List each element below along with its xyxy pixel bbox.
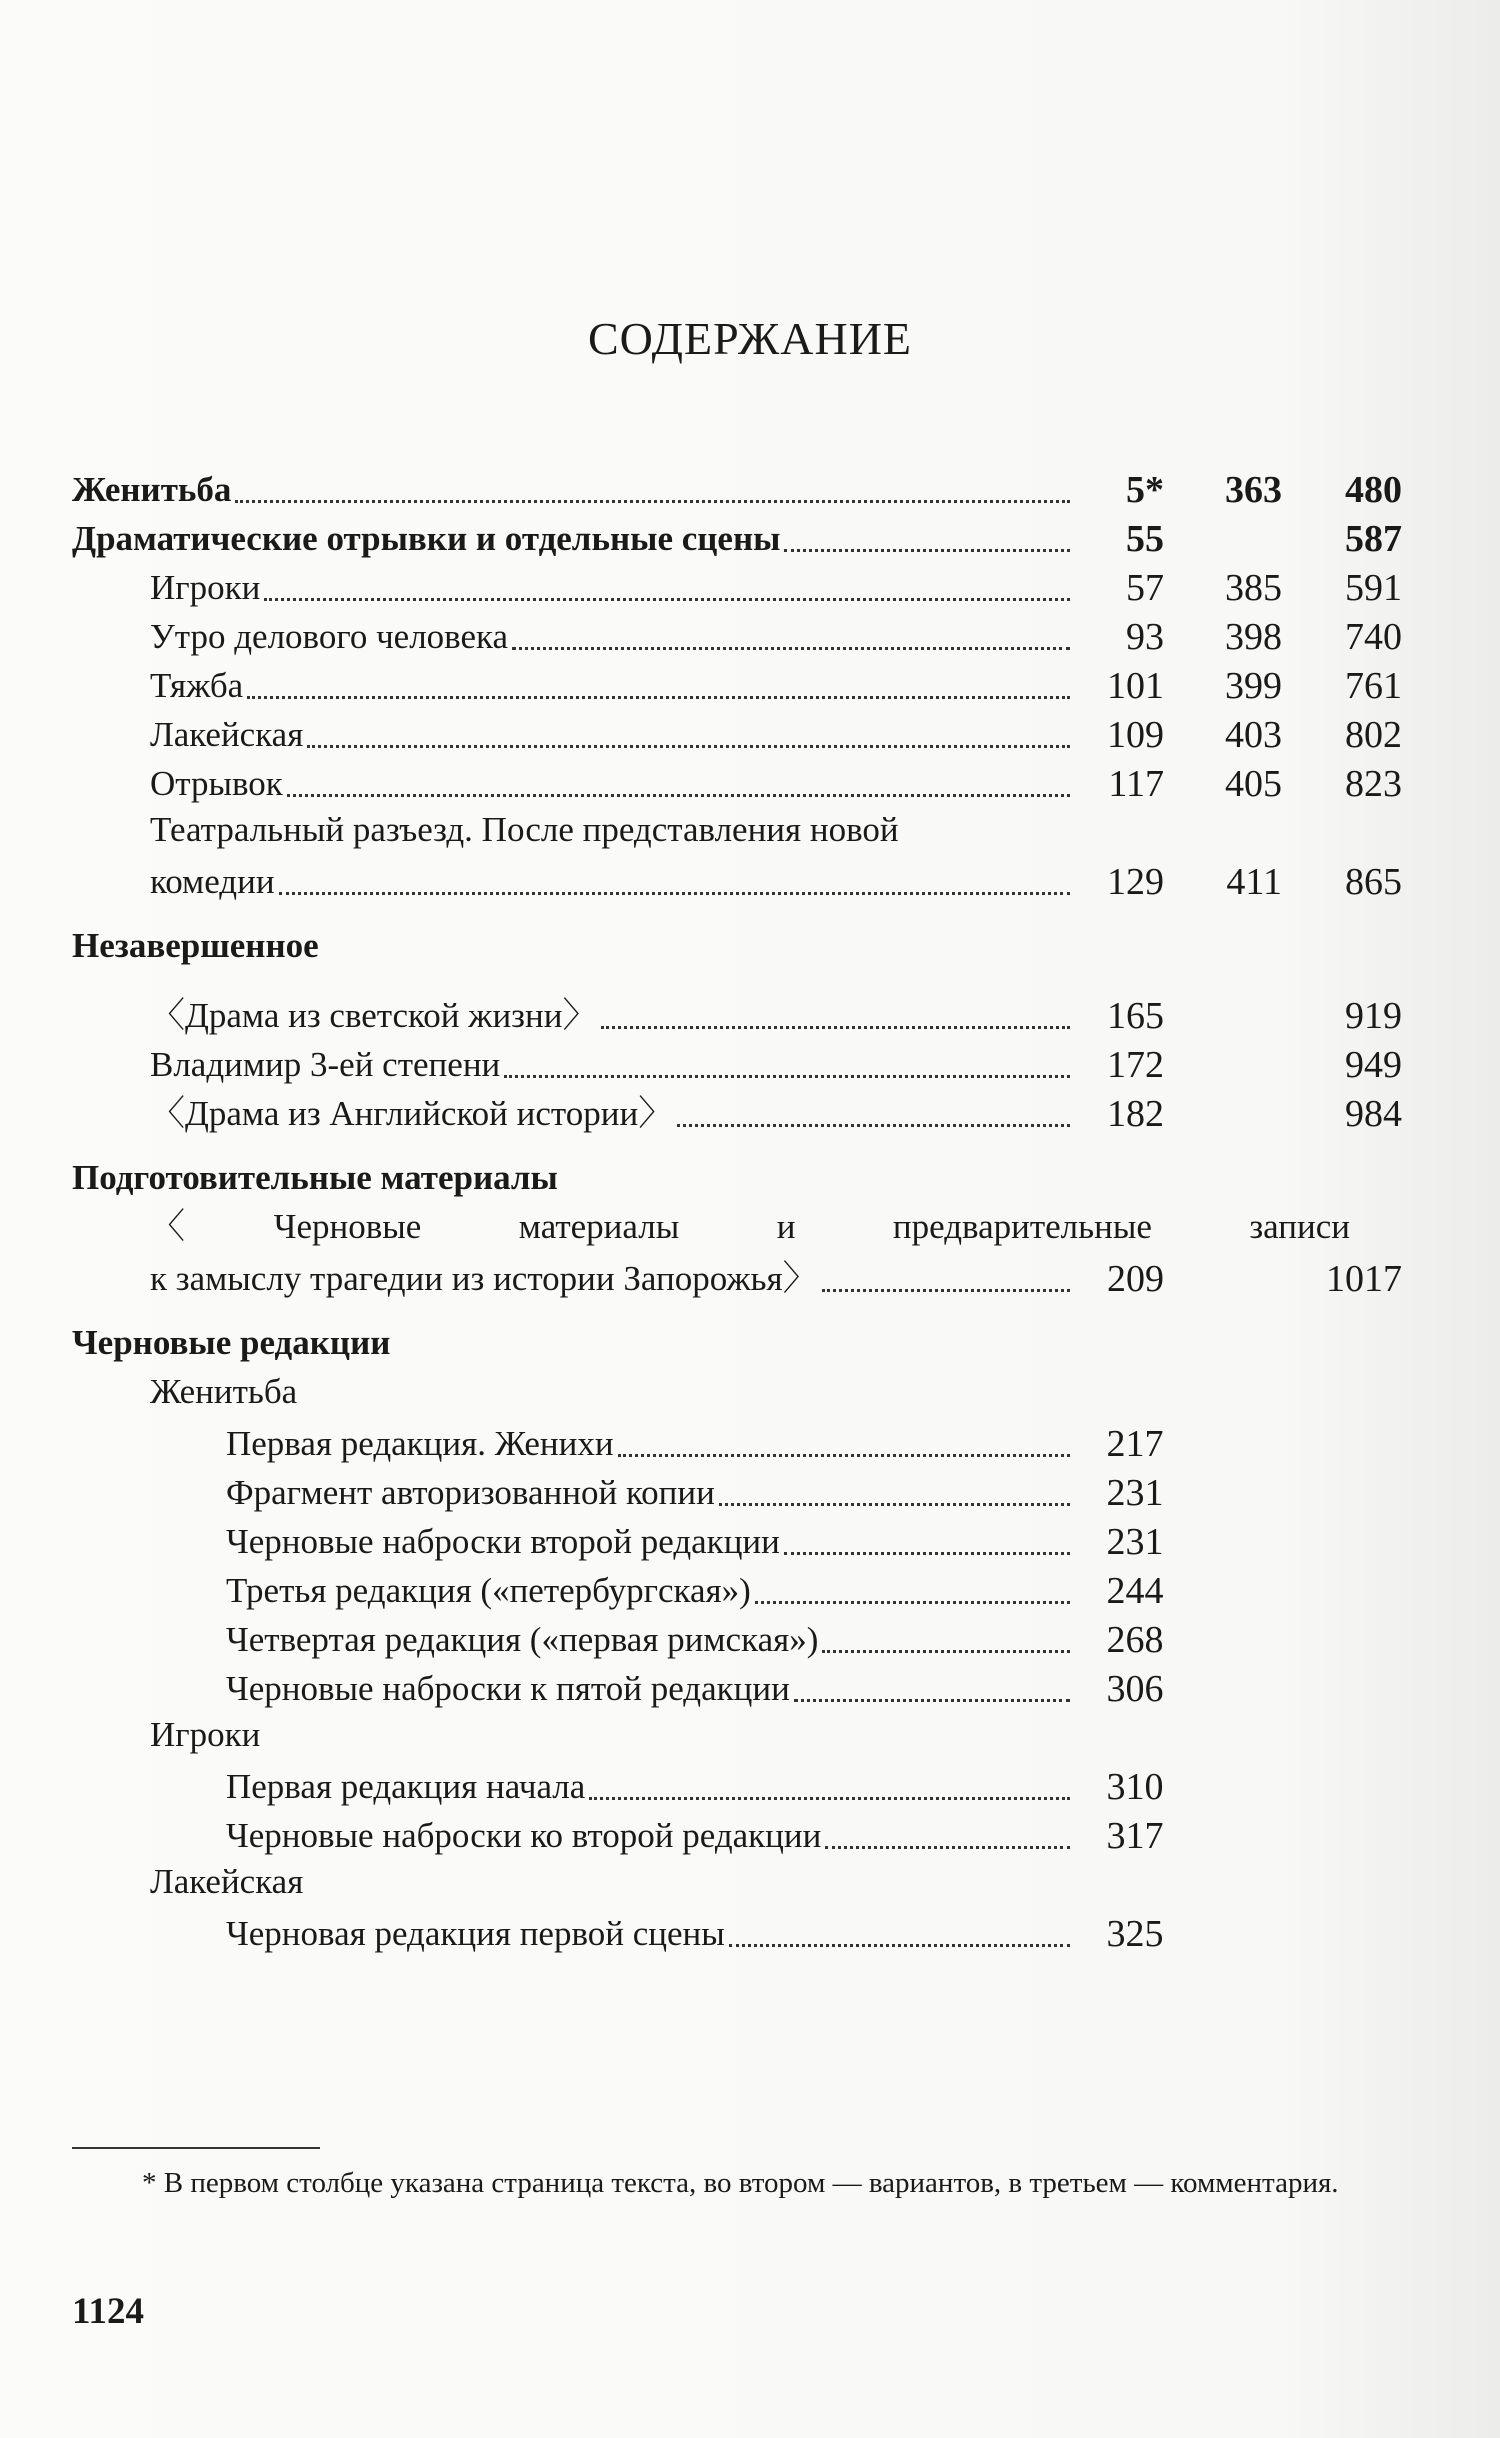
section-heading-chernovye-redakcii[interactable]: Черновые редакции bbox=[72, 1323, 391, 1362]
leader-dots bbox=[755, 1600, 1070, 1604]
subheading-lakeyskaya[interactable]: Лакейская bbox=[150, 1862, 304, 1901]
bleed-through-texture bbox=[80, 90, 88, 124]
page-numbers bbox=[1074, 616, 1402, 658]
commentary-page: 949 bbox=[1345, 1044, 1402, 1086]
text-page: 55 bbox=[1126, 518, 1164, 560]
leader-dots bbox=[512, 646, 1070, 650]
toc-entry-label: Драматические отрывки и отдельные сцены bbox=[72, 519, 781, 558]
text-page: 209 bbox=[1107, 1258, 1164, 1300]
leader-dots bbox=[822, 1649, 1070, 1653]
text-page: 93 bbox=[1126, 616, 1164, 658]
page-numbers bbox=[1074, 1521, 1402, 1563]
toc-entry-utro[interactable] bbox=[72, 609, 1402, 658]
commentary-page: 480 bbox=[1345, 469, 1402, 511]
page-numbers bbox=[1074, 1093, 1402, 1135]
footnote: * В первом столбце указана страница текста, во втором — вариантов, в третьем — комментария. bbox=[142, 2167, 1339, 2199]
leader-dots bbox=[618, 1453, 1070, 1457]
commentary-page: 802 bbox=[1345, 714, 1402, 756]
text-page: 306 bbox=[1106, 1668, 1164, 1710]
toc-entry-zh-r4[interactable] bbox=[72, 1612, 1402, 1661]
page-number: 1124 bbox=[72, 2291, 144, 2332]
variants-page: 398 bbox=[1225, 616, 1282, 658]
section-heading-podgotovitelnye[interactable]: Подготовительные материалы bbox=[72, 1158, 558, 1197]
text-page: 317 bbox=[1106, 1815, 1164, 1857]
toc-entry-zh-r1[interactable] bbox=[72, 1416, 1402, 1465]
page-numbers bbox=[1074, 665, 1402, 707]
leader-dots bbox=[677, 1123, 1070, 1127]
variants-page: 399 bbox=[1225, 665, 1282, 707]
text-page: 57 bbox=[1126, 567, 1164, 609]
toc-entry-chern-line1[interactable]: 〈Черновые материалы и предварительные записи bbox=[150, 1207, 1350, 1246]
toc-entry-tyazhba[interactable] bbox=[72, 658, 1402, 707]
toc-entry-label: Третья редакция («петербургская») bbox=[226, 1571, 751, 1610]
toc-entry-label: Лакейская bbox=[150, 715, 304, 754]
toc-entry-label: Игроки bbox=[150, 568, 261, 607]
leader-dots bbox=[601, 1025, 1070, 1029]
text-page: 268 bbox=[1106, 1619, 1164, 1661]
toc-entry-teatr[interactable] bbox=[72, 854, 1402, 903]
page-numbers bbox=[1074, 1258, 1402, 1300]
page-numbers bbox=[1074, 1570, 1402, 1612]
toc-entry-label: Первая редакция начала bbox=[226, 1767, 586, 1806]
leader-dots bbox=[784, 1551, 1070, 1555]
toc-entry-label: Черновые наброски к пятой редакции bbox=[226, 1669, 790, 1708]
toc-entry-zhenitba[interactable] bbox=[72, 462, 1402, 511]
toc-entry-lakeyskaya[interactable] bbox=[72, 707, 1402, 756]
toc-entry-igroki[interactable] bbox=[72, 560, 1402, 609]
leader-dots bbox=[504, 1074, 1070, 1078]
page-numbers bbox=[1074, 469, 1402, 511]
commentary-page: 865 bbox=[1345, 861, 1402, 903]
leader-dots bbox=[719, 1502, 1070, 1506]
toc-entry-teatr-line1[interactable]: Театральный разъезд. После представления новой bbox=[150, 810, 899, 849]
page-numbers bbox=[1074, 714, 1402, 756]
page-numbers bbox=[1074, 1423, 1402, 1465]
text-page: 244 bbox=[1106, 1570, 1164, 1612]
text-page: 109 bbox=[1107, 714, 1164, 756]
leader-dots bbox=[794, 1698, 1070, 1702]
commentary-page: 1017 bbox=[1326, 1258, 1402, 1300]
page-numbers bbox=[1074, 1913, 1402, 1955]
toc-entry-chern[interactable] bbox=[72, 1251, 1402, 1300]
text-page: 172 bbox=[1107, 1044, 1164, 1086]
toc-entry-zh-r5[interactable] bbox=[72, 1661, 1402, 1710]
page-numbers bbox=[1074, 1815, 1402, 1857]
toc-entry-ig-r1[interactable] bbox=[72, 1759, 1402, 1808]
toc-entry-label: Черновые наброски ко второй редакции bbox=[226, 1816, 822, 1855]
leader-dots bbox=[822, 1288, 1070, 1292]
toc-entry-label: Фрагмент авторизованной копии bbox=[226, 1473, 715, 1512]
page-numbers bbox=[1074, 995, 1402, 1037]
variants-page: 411 bbox=[1226, 861, 1282, 903]
page-numbers bbox=[1074, 763, 1402, 805]
subheading-zhenitba[interactable]: Женитьба bbox=[150, 1372, 298, 1411]
leader-dots bbox=[247, 695, 1070, 699]
text-page: 310 bbox=[1106, 1766, 1164, 1808]
commentary-page: 919 bbox=[1345, 995, 1402, 1037]
toc-entry-drama-svet[interactable] bbox=[72, 988, 1402, 1037]
leader-dots bbox=[264, 597, 1070, 601]
page-numbers bbox=[1074, 518, 1402, 560]
page-numbers bbox=[1074, 861, 1402, 903]
toc-entry-ig-r2[interactable] bbox=[72, 1808, 1402, 1857]
page-numbers bbox=[1074, 567, 1402, 609]
toc-entry-label: 〈Драма из светской жизни〉 bbox=[150, 996, 598, 1035]
toc-entry-label: Тяжба bbox=[150, 666, 244, 705]
variants-page: 403 bbox=[1225, 714, 1282, 756]
toc-entry-zh-r2[interactable] bbox=[72, 1514, 1402, 1563]
leader-dots bbox=[784, 548, 1070, 552]
commentary-page: 761 bbox=[1345, 665, 1402, 707]
variants-page: 385 bbox=[1225, 567, 1282, 609]
toc-entry-label: Черновые наброски второй редакции bbox=[226, 1522, 780, 1561]
footnote-rule bbox=[72, 2147, 320, 2149]
text-page: 182 bbox=[1107, 1093, 1164, 1135]
page-numbers bbox=[1074, 1619, 1402, 1661]
leader-dots bbox=[825, 1845, 1070, 1849]
page-numbers bbox=[1074, 1044, 1402, 1086]
commentary-page: 984 bbox=[1345, 1093, 1402, 1135]
page-numbers bbox=[1074, 1668, 1402, 1710]
text-page: 117 bbox=[1108, 763, 1164, 805]
page-title: СОДЕРЖАНИЕ bbox=[587, 313, 913, 364]
toc-entry-label: Первая редакция. Женихи bbox=[226, 1424, 614, 1463]
variants-page: 405 bbox=[1225, 763, 1282, 805]
toc-entry-label: Владимир 3-ей степени bbox=[150, 1045, 501, 1084]
leader-dots bbox=[287, 793, 1070, 797]
toc-entry-label: Женитьба bbox=[72, 470, 232, 509]
page-numbers bbox=[1074, 1766, 1402, 1808]
commentary-page: 587 bbox=[1345, 518, 1402, 560]
leader-dots bbox=[235, 499, 1070, 503]
leader-dots bbox=[279, 891, 1070, 895]
text-page: 165 bbox=[1107, 995, 1164, 1037]
text-page: 217 bbox=[1106, 1423, 1164, 1465]
leader-dots bbox=[589, 1796, 1070, 1800]
toc-entry-label: Утро делового человека bbox=[150, 617, 509, 656]
section-heading-nezavershennoe[interactable]: Незавершенное bbox=[72, 926, 319, 965]
text-page: 129 bbox=[1107, 861, 1164, 903]
text-page: 231 bbox=[1106, 1472, 1164, 1514]
toc-entry-label: комедии bbox=[150, 862, 275, 901]
subheading-igroki[interactable]: Игроки bbox=[150, 1715, 261, 1754]
toc-entry-lak-r1[interactable] bbox=[72, 1906, 1402, 1955]
toc-entry-label: 〈Драма из Английской истории〉 bbox=[150, 1094, 674, 1133]
commentary-page: 823 bbox=[1345, 763, 1402, 805]
toc-entry-zh-r3[interactable] bbox=[72, 1563, 1402, 1612]
leader-dots bbox=[307, 744, 1070, 748]
text-page: 101 bbox=[1107, 665, 1164, 707]
text-page: 325 bbox=[1106, 1913, 1164, 1955]
text-page: 231 bbox=[1106, 1521, 1164, 1563]
leader-dots bbox=[729, 1943, 1070, 1947]
table-of-contents bbox=[72, 462, 1402, 1955]
page-numbers bbox=[1074, 1472, 1402, 1514]
commentary-page: 740 bbox=[1345, 616, 1402, 658]
variants-page: 363 bbox=[1225, 469, 1282, 511]
toc-entry-drama-angl[interactable] bbox=[72, 1086, 1402, 1135]
toc-entry-label: Четвертая редакция («первая римская») bbox=[226, 1620, 819, 1659]
toc-entry-otryvok[interactable] bbox=[72, 756, 1402, 805]
toc-entry-label: к замыслу трагедии из истории Запорожья〉 bbox=[150, 1259, 818, 1298]
toc-entry-zh-frag[interactable] bbox=[72, 1465, 1402, 1514]
commentary-page: 591 bbox=[1345, 567, 1402, 609]
toc-entry-label: Отрывок bbox=[150, 764, 283, 803]
text-page: 5* bbox=[1126, 469, 1164, 511]
toc-entry-vladimir[interactable] bbox=[72, 1037, 1402, 1086]
toc-entry-label: Черновая редакция первой сцены bbox=[226, 1914, 725, 1953]
toc-entry-drama-section[interactable] bbox=[72, 511, 1402, 560]
